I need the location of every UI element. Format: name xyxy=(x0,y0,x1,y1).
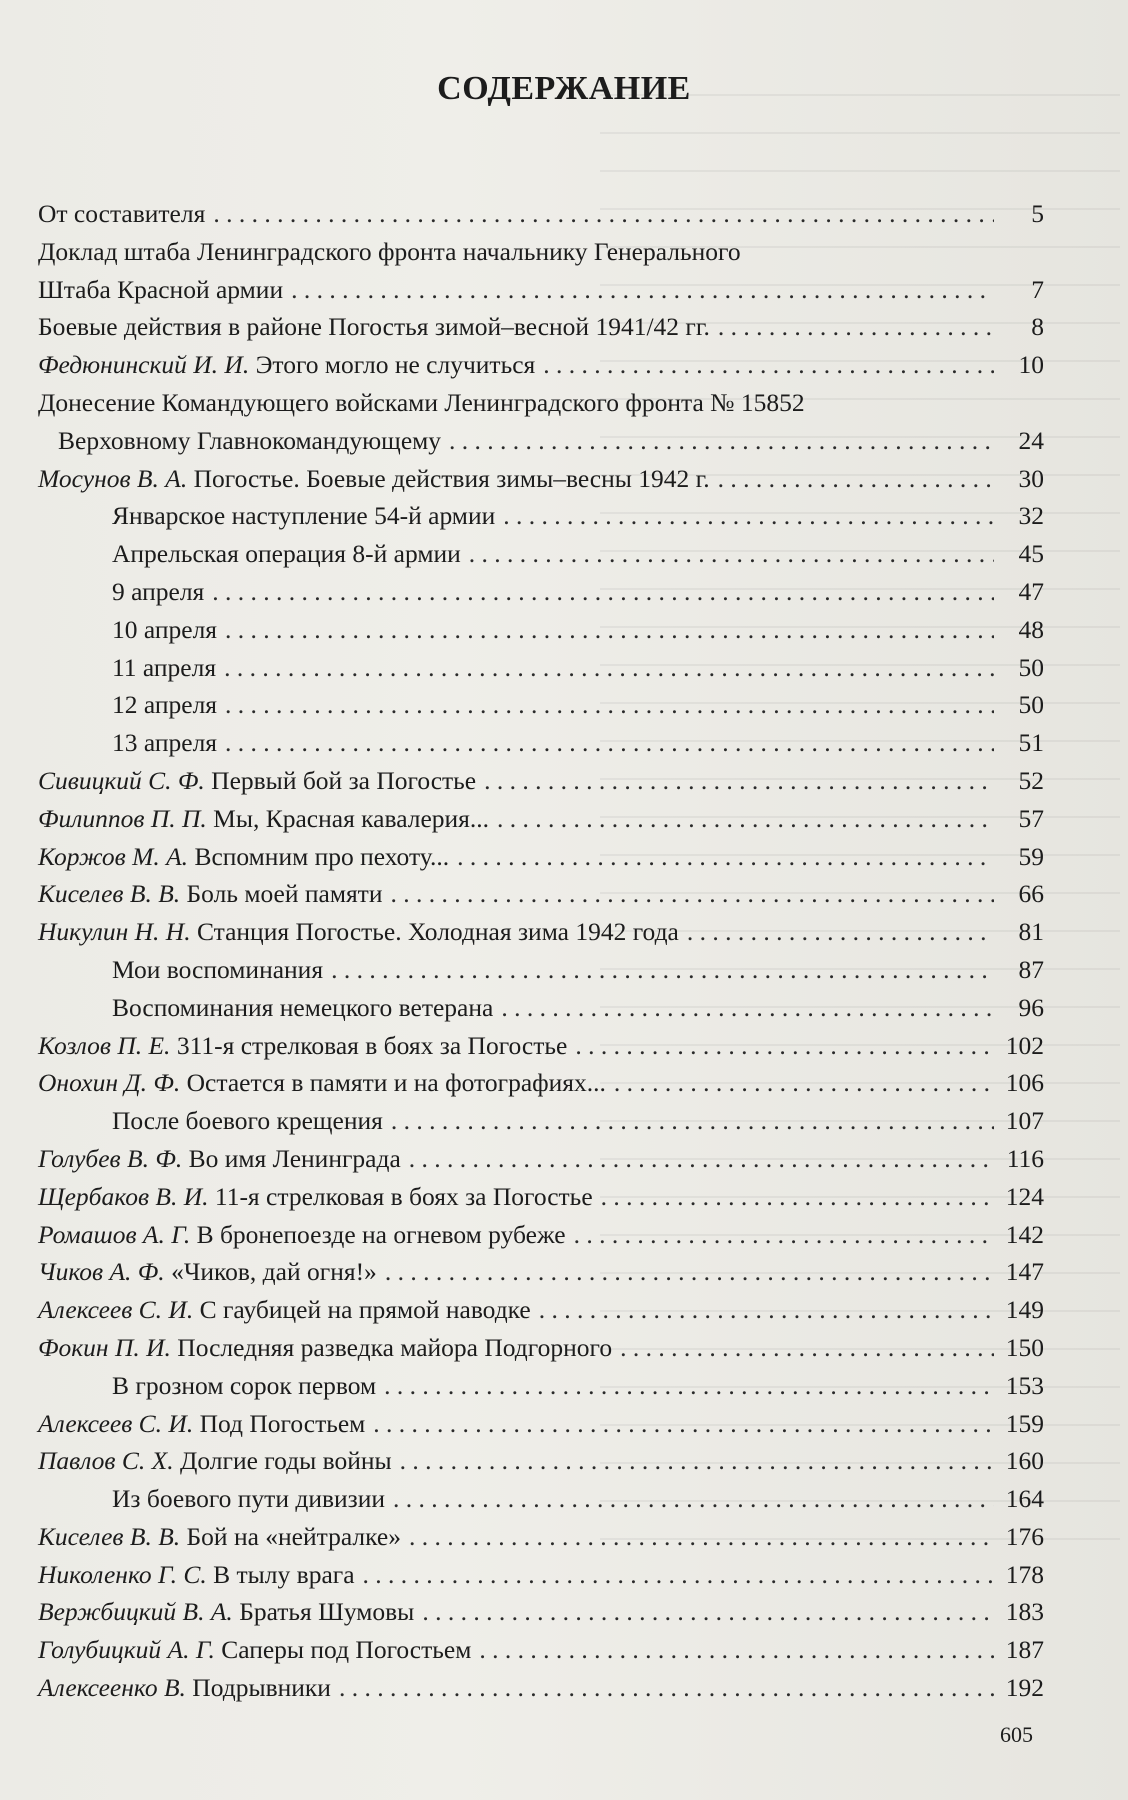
toc-entry-author: Филиппов П. П. xyxy=(38,803,207,833)
toc-entry-text xyxy=(38,762,476,800)
toc-entry-author: Сивицкий С. Ф. xyxy=(38,765,205,795)
toc-entry-title: В бронепоезде на огневом рубеже xyxy=(196,1219,566,1249)
toc-entry-title: От составителя xyxy=(38,199,206,228)
toc-entry-text xyxy=(38,422,441,460)
toc-entry-text xyxy=(38,1556,355,1594)
toc-entry-title: С гаубицей на прямой наводке xyxy=(199,1295,531,1325)
toc-entry-author: Федюнинский И. И. xyxy=(38,350,250,380)
toc-entry-title: Первый бой за Погостье xyxy=(211,765,477,795)
toc-entry xyxy=(38,1405,1044,1443)
toc-entry-title: Из боевого пути дивизии xyxy=(112,1484,386,1514)
toc-entry xyxy=(38,1140,1044,1178)
toc-entry xyxy=(38,1027,1044,1065)
dot-leader xyxy=(457,838,994,876)
toc-entry-text xyxy=(38,686,217,724)
toc-entry-page: 87 xyxy=(1018,954,1044,984)
toc-entry-author: Онохин Д. Ф. xyxy=(38,1068,181,1098)
toc-entry-page: 106 xyxy=(1005,1068,1044,1098)
toc-entry-page: 30 xyxy=(1018,463,1044,493)
toc-entry xyxy=(38,271,1044,309)
toc-entry-page: 50 xyxy=(1018,690,1044,720)
dot-leader xyxy=(409,1140,994,1178)
toc-entry-page: 96 xyxy=(1018,992,1044,1022)
toc-entry-text xyxy=(38,1669,331,1707)
dot-leader xyxy=(331,951,994,989)
toc-entry-title: Апрельская операция 8-й армии xyxy=(112,539,461,569)
toc-entry-page: 7 xyxy=(1031,274,1044,304)
toc-entry-text xyxy=(38,724,217,762)
toc-entry xyxy=(38,1064,1044,1102)
toc-entry-page: 8 xyxy=(1031,312,1044,342)
dot-leader xyxy=(601,1178,994,1216)
toc-entry-text xyxy=(38,649,216,687)
page-number: 605 xyxy=(1000,1722,1033,1747)
toc-entry xyxy=(38,308,1044,346)
toc-entry xyxy=(38,535,1044,573)
dot-leader xyxy=(422,1593,994,1631)
dot-leader xyxy=(363,1556,994,1594)
toc-entry xyxy=(38,1102,1044,1140)
toc-entry-text xyxy=(38,800,489,838)
toc-entry xyxy=(38,195,1044,233)
toc-entry-page: 52 xyxy=(1018,765,1044,795)
toc-entry-title: Погостье. Боевые действия зимы–весны 1942 г. xyxy=(193,463,710,493)
toc-entry xyxy=(38,913,1044,951)
toc-entry-title: 11 апреля xyxy=(112,652,217,682)
dot-leader xyxy=(718,460,994,498)
toc-entry xyxy=(38,875,1044,913)
toc-entry-text xyxy=(38,1631,471,1669)
toc-entry-text xyxy=(38,1102,383,1140)
toc-entry-page: 59 xyxy=(1018,841,1044,871)
toc-entry-text xyxy=(38,838,449,876)
dot-leader xyxy=(409,1518,994,1556)
toc-entry-text xyxy=(38,875,382,913)
toc-entry-text xyxy=(38,237,741,266)
toc-entry-page: 24 xyxy=(1018,425,1044,455)
toc-entry xyxy=(38,1329,1044,1367)
toc-entry-author: Алексеенко В. xyxy=(38,1673,186,1703)
toc-entry-title: Боевые действия в районе Погостья зимой–весной 1941/42 гг. xyxy=(38,312,710,342)
toc-entry-title: Доклад штаба Ленинградского фронта начальнику Генерального xyxy=(38,236,741,266)
toc-entry-page: 149 xyxy=(1005,1295,1044,1325)
toc-entry-title: Под Погостьем xyxy=(199,1408,366,1438)
toc-entry-page: 116 xyxy=(1006,1143,1044,1173)
toc-entry-title: В грозном сорок первом xyxy=(112,1370,377,1400)
dot-leader xyxy=(718,308,994,346)
dot-leader xyxy=(213,195,994,233)
toc-entry-author: Алексеев С. И. xyxy=(38,1408,194,1438)
toc-entry xyxy=(38,1178,1044,1216)
dot-leader xyxy=(574,1216,994,1254)
dot-leader xyxy=(484,762,994,800)
toc-entry-page: 45 xyxy=(1018,539,1044,569)
dot-leader xyxy=(393,1480,994,1518)
toc-entry-title: Саперы под Погостьем xyxy=(221,1635,472,1665)
toc-entry-page: 192 xyxy=(1005,1673,1044,1703)
toc-entry xyxy=(38,497,1044,535)
toc-entry-page: 5 xyxy=(1031,199,1044,228)
toc-entry-title: 311-я стрелковая в боях за Погостье xyxy=(176,1030,568,1060)
toc-entry-page: 142 xyxy=(1005,1219,1044,1249)
toc-entry-author: Николенко Г. С. xyxy=(38,1559,207,1589)
toc-entry-title: Мы, Красная кавалерия... xyxy=(213,803,490,833)
toc-entry-author: Киселев В. В. xyxy=(38,879,181,909)
dot-leader xyxy=(391,1102,994,1140)
toc-entry-title: 11-я стрелковая в боях за Погостье xyxy=(214,1181,593,1211)
toc-entry xyxy=(38,611,1044,649)
toc-entry-page: 176 xyxy=(1005,1521,1044,1551)
toc-entry-text xyxy=(38,1367,376,1405)
toc-entry-author: Павлов С. Х. xyxy=(38,1446,174,1476)
toc-entry-page: 51 xyxy=(1018,728,1044,758)
dot-leader xyxy=(225,611,994,649)
toc-entry-author: Голубев В. Ф. xyxy=(38,1143,183,1173)
toc-entry-title: Бой на «нейтралке» xyxy=(186,1521,401,1551)
dot-leader xyxy=(225,686,994,724)
toc-entry-page: 187 xyxy=(1005,1635,1044,1665)
dot-leader xyxy=(469,535,994,573)
dot-leader xyxy=(373,1405,994,1443)
toc-entry-text xyxy=(38,388,805,417)
toc-entry-text xyxy=(38,535,461,573)
dot-leader xyxy=(339,1669,994,1707)
dot-leader xyxy=(449,422,994,460)
toc-entry-title: 13 апреля xyxy=(112,728,218,758)
toc-entry xyxy=(38,1631,1044,1669)
toc-entry-title: Остается в памяти и на фотографиях... xyxy=(186,1068,606,1098)
dot-leader xyxy=(539,1291,994,1329)
toc-entry xyxy=(38,800,1044,838)
dot-leader xyxy=(479,1631,994,1669)
toc-entry-title: Мои воспоминания xyxy=(112,954,324,984)
dot-leader xyxy=(501,989,994,1027)
toc-entry-text xyxy=(38,611,217,649)
toc-entry xyxy=(38,1367,1044,1405)
dot-leader xyxy=(225,724,994,762)
toc-entry-title: «Чиков, дай огня!» xyxy=(171,1257,377,1287)
toc-entry-text xyxy=(38,1178,593,1216)
toc-entry xyxy=(38,1216,1044,1254)
toc-entry xyxy=(38,686,1044,724)
dot-leader xyxy=(575,1027,994,1065)
toc-entry-text xyxy=(38,308,710,346)
toc-entry-page: 124 xyxy=(1005,1181,1044,1211)
toc-entry-title: Январское наступление 54-й армии xyxy=(112,501,496,531)
toc-entry-text xyxy=(38,1442,392,1480)
toc-entry-text xyxy=(38,1064,606,1102)
dot-leader xyxy=(224,649,994,687)
dot-leader xyxy=(291,271,994,309)
toc-entry-author: Мосунов В. А. xyxy=(38,463,188,493)
toc-entry-author: Голубицкий А. Г. xyxy=(38,1635,215,1665)
toc-entry-author: Алексеев С. И. xyxy=(38,1295,194,1325)
toc-entry-page: 159 xyxy=(1005,1408,1044,1438)
toc-entry-text xyxy=(38,1140,401,1178)
table-of-contents xyxy=(38,195,1044,1707)
toc-entry-title: Вспомним про пехоту... xyxy=(194,841,450,871)
page-title: СОДЕРЖАНИЕ xyxy=(437,70,691,107)
dot-leader xyxy=(390,875,994,913)
toc-entry-title: Донесение Командующего войсками Ленинградского фронта № 15852 xyxy=(38,387,805,417)
toc-entry-title: Верховному Главнокомандующему xyxy=(58,425,442,455)
dot-leader xyxy=(385,1253,994,1291)
toc-entry xyxy=(38,384,1044,422)
toc-entry-page: 48 xyxy=(1018,614,1044,644)
toc-entry xyxy=(38,989,1044,1027)
dot-leader xyxy=(497,800,994,838)
toc-entry xyxy=(38,1480,1044,1518)
dot-leader xyxy=(212,573,994,611)
toc-entry-page: 47 xyxy=(1018,576,1044,606)
toc-entry-author: Чиков А. Ф. xyxy=(38,1257,165,1287)
toc-entry-page: 57 xyxy=(1018,803,1044,833)
toc-entry xyxy=(38,460,1044,498)
toc-entry xyxy=(38,422,1044,460)
toc-entry xyxy=(38,951,1044,989)
toc-entry-author: Никулин Н. Н. xyxy=(38,917,191,947)
toc-entry xyxy=(38,1669,1044,1707)
toc-entry xyxy=(38,233,1044,271)
toc-entry xyxy=(38,1556,1044,1594)
toc-entry-title: Боль моей памяти xyxy=(186,879,383,909)
toc-entry-title: Во имя Ленинграда xyxy=(188,1143,401,1173)
toc-entry-text xyxy=(38,460,710,498)
toc-entry xyxy=(38,1442,1044,1480)
toc-entry-page: 107 xyxy=(1005,1106,1044,1136)
toc-entry-title: 10 апреля xyxy=(112,614,218,644)
toc-entry-author: Вержбицкий В. А. xyxy=(38,1597,233,1627)
toc-entry-text xyxy=(38,989,493,1027)
toc-entry-page: 32 xyxy=(1018,501,1044,531)
toc-entry-author: Коржов М. А. xyxy=(38,841,189,871)
toc-entry-text xyxy=(38,1518,401,1556)
toc-entry xyxy=(38,649,1044,687)
toc-entry-page: 81 xyxy=(1018,917,1044,947)
toc-entry-title: В тылу врага xyxy=(213,1559,355,1589)
toc-entry-title: После боевого крещения xyxy=(112,1106,383,1136)
toc-entry-page: 102 xyxy=(1005,1030,1044,1060)
toc-entry-text xyxy=(38,1027,567,1065)
toc-entry-page: 50 xyxy=(1018,652,1044,682)
toc-entry-page: 183 xyxy=(1005,1597,1044,1627)
toc-entry-title: Станция Погостье. Холодная зима 1942 года xyxy=(196,917,679,947)
toc-entry-page: 160 xyxy=(1005,1446,1044,1476)
toc-entry-text xyxy=(38,1253,377,1291)
toc-entry-page: 153 xyxy=(1005,1370,1044,1400)
toc-entry-text xyxy=(38,1329,612,1367)
toc-entry xyxy=(38,1593,1044,1631)
toc-entry-title: Долгие годы войны xyxy=(179,1446,392,1476)
toc-entry-page: 147 xyxy=(1005,1257,1044,1287)
toc-entry-title: 9 апреля xyxy=(112,576,205,606)
toc-entry xyxy=(38,1253,1044,1291)
toc-entry xyxy=(38,762,1044,800)
toc-entry-title: Подрывники xyxy=(192,1673,331,1703)
toc-entry-author: Фокин П. И. xyxy=(38,1332,171,1362)
toc-entry-text xyxy=(38,1593,414,1631)
toc-entry-title: Последняя разведка майора Подгорного xyxy=(177,1332,613,1362)
toc-entry-text xyxy=(38,951,323,989)
toc-entry-page: 178 xyxy=(1005,1559,1044,1589)
toc-entry-text xyxy=(38,573,204,611)
toc-entry-page: 164 xyxy=(1005,1484,1044,1514)
toc-entry-text xyxy=(38,1291,531,1329)
dot-leader xyxy=(503,497,994,535)
toc-entry-page: 66 xyxy=(1018,879,1044,909)
toc-entry-author: Щербаков В. И. xyxy=(38,1181,209,1211)
toc-entry xyxy=(38,1518,1044,1556)
toc-entry-text xyxy=(38,1480,385,1518)
dot-leader xyxy=(687,913,994,951)
dot-leader xyxy=(543,346,994,384)
toc-entry-title: Штаба Красной армии xyxy=(38,274,284,304)
toc-entry-text xyxy=(38,1216,566,1254)
toc-entry xyxy=(38,573,1044,611)
toc-entry xyxy=(38,1291,1044,1329)
dot-leader xyxy=(620,1329,994,1367)
toc-entry-text xyxy=(38,346,535,384)
toc-entry xyxy=(38,724,1044,762)
dot-leader xyxy=(384,1367,994,1405)
toc-entry-page: 150 xyxy=(1005,1332,1044,1362)
toc-entry-page: 10 xyxy=(1018,350,1044,380)
toc-entry-text xyxy=(38,1405,365,1443)
dot-leader xyxy=(614,1064,994,1102)
toc-entry-title: Этого могло не случиться xyxy=(255,350,536,380)
toc-entry-text xyxy=(38,195,205,233)
toc-entry-author: Ромашов А. Г. xyxy=(38,1219,191,1249)
toc-entry xyxy=(38,838,1044,876)
toc-entry-text xyxy=(38,913,679,951)
toc-entry xyxy=(38,346,1044,384)
toc-entry-author: Киселев В. В. xyxy=(38,1521,181,1551)
toc-entry-text xyxy=(38,271,283,309)
toc-entry-title: Братья Шумовы xyxy=(239,1597,415,1627)
dot-leader xyxy=(400,1442,994,1480)
toc-entry-title: 12 апреля xyxy=(112,690,218,720)
toc-entry-author: Козлов П. Е. xyxy=(38,1030,171,1060)
toc-entry-title: Воспоминания немецкого ветерана xyxy=(112,992,494,1022)
toc-entry-text xyxy=(38,497,495,535)
